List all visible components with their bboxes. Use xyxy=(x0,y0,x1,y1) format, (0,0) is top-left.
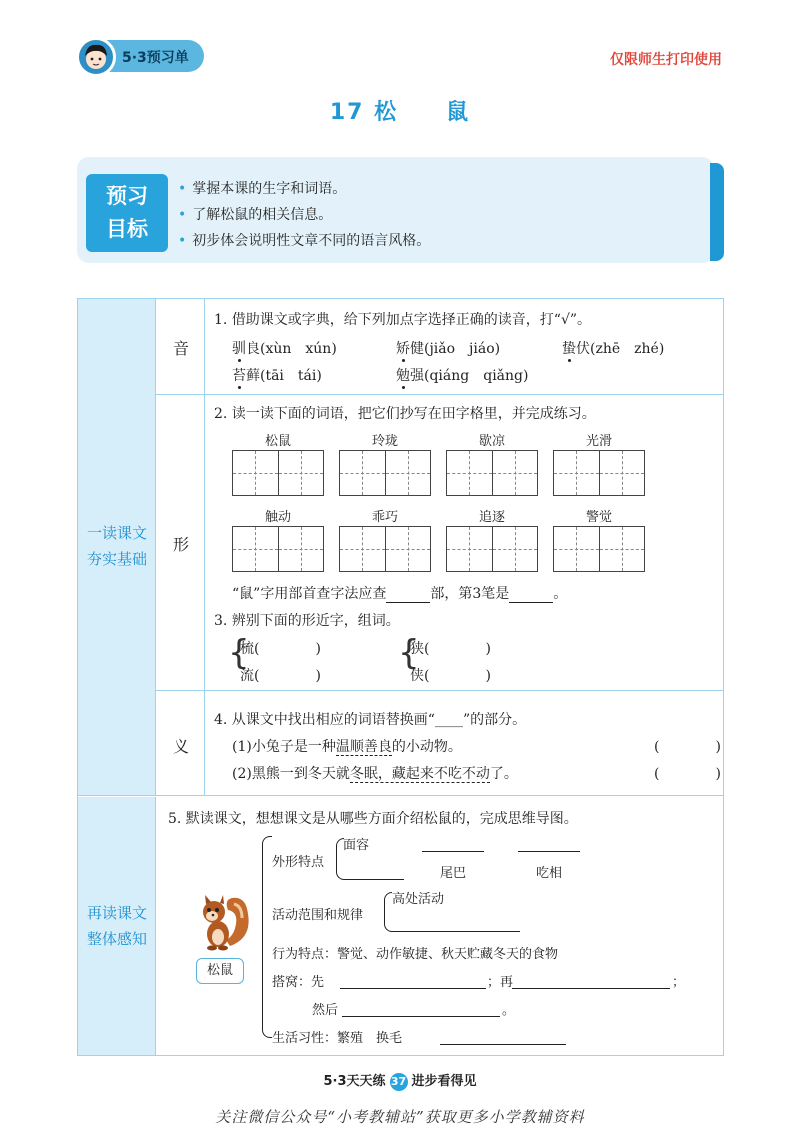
mindmap-node: ； xyxy=(672,975,686,990)
divider xyxy=(77,795,724,796)
tianzi-grid[interactable] xyxy=(232,450,324,496)
tianzi-grid[interactable] xyxy=(553,450,645,496)
answer-blank[interactable] xyxy=(509,588,553,603)
answer-line[interactable] xyxy=(518,851,580,852)
mindmap-node: 。 xyxy=(502,1003,516,1018)
page-title: 17 松 鼠 xyxy=(329,100,471,125)
brace: { xyxy=(228,633,250,673)
question-3: 3. 辨别下面的形近字，组词。 xyxy=(214,613,400,629)
center-node-label: 松鼠 xyxy=(196,958,244,984)
answer-line[interactable] xyxy=(392,931,520,932)
question-5: 5. 默读课文，想想课文是从哪些方面介绍松鼠的，完成思维导图。 xyxy=(168,811,578,827)
answer-line[interactable] xyxy=(340,988,486,989)
shape-label: 形 xyxy=(172,535,189,554)
page-footer: 5·3天天练 37 进步看得见 xyxy=(323,1074,477,1089)
similar-char: 狭( ) xyxy=(410,641,491,657)
mindmap-node: 行为特点：警觉、动作敏捷、秋天贮藏冬天的食物 xyxy=(272,947,559,962)
tianzi-grid[interactable] xyxy=(339,526,431,572)
goals-panel-edge xyxy=(710,163,724,261)
meaning-label: 义 xyxy=(172,737,189,756)
question-4: 4. 从课文中找出相应的词语替换画“____”的部分。 xyxy=(214,712,527,728)
meaning-item: (1)小兔子是一种温顺善良的小动物。 xyxy=(232,739,462,755)
pinyin-item: 蛰伏(zhē zhé) xyxy=(562,341,665,357)
sound-label: 音 xyxy=(172,339,189,358)
goal-item: • 初步体会说明性文章不同的语言风格。 xyxy=(178,233,431,249)
question-2: 2. 读一读下面的词语，把它们抄写在田字格里，并完成练习。 xyxy=(214,406,596,422)
grid-word: 玲珑 xyxy=(371,434,398,449)
tianzi-grid[interactable] xyxy=(553,526,645,572)
mindmap-node: 生活习性：繁殖 换毛 xyxy=(272,1031,403,1046)
pinyin-item: 驯良(xùn xún) xyxy=(232,341,337,357)
mindmap-node: ；再 xyxy=(487,975,514,990)
brace: { xyxy=(398,633,420,673)
divider xyxy=(156,394,724,395)
answer-line[interactable] xyxy=(512,988,670,989)
goal-item: • 了解松鼠的相关信息。 xyxy=(178,207,333,223)
pinyin-item: 勉强(qiáng qiǎng) xyxy=(396,368,529,384)
answer-parens[interactable]: ( ) xyxy=(654,739,721,755)
answer-line[interactable] xyxy=(342,1016,500,1017)
question-1: 1. 借助课文或字典，给下列加点字选择正确的读音，打“√”。 xyxy=(214,312,592,328)
answer-line[interactable] xyxy=(344,879,404,880)
grid-word: 乖巧 xyxy=(371,510,398,525)
goals-badge xyxy=(86,174,168,252)
answer-line[interactable] xyxy=(440,1044,566,1045)
pinyin-item: 矫健(jiǎo jiáo) xyxy=(396,341,501,357)
tianzi-grid[interactable] xyxy=(232,526,324,572)
answer-parens[interactable]: ( ) xyxy=(654,766,721,782)
meaning-item: (2)黑熊一到冬天就冬眠，藏起来不吃不动了。 xyxy=(232,766,518,782)
mindmap-node: 活动范围和规律 xyxy=(272,908,364,923)
section2-label: 再读课文 整体感知 xyxy=(86,904,147,948)
answer-blank[interactable] xyxy=(386,588,430,603)
pinyin-item: 苔藓(tāi tái) xyxy=(232,368,322,384)
goals-badge-line1: 预习 xyxy=(106,184,148,208)
grid-word: 触动 xyxy=(264,510,291,525)
mindmap-sub-bracket xyxy=(384,892,392,932)
tianzi-grid[interactable] xyxy=(446,526,538,572)
mindmap-leaf: 面容 xyxy=(343,838,370,853)
similar-char: 梳( ) xyxy=(240,641,321,657)
tianzi-grid[interactable] xyxy=(339,450,431,496)
mascot-icon xyxy=(76,37,116,77)
grid-word: 警觉 xyxy=(585,510,612,525)
similar-char: 流( ) xyxy=(240,668,321,684)
mindmap-node: 外形特点 xyxy=(272,855,325,870)
similar-char: 侠( ) xyxy=(410,668,491,684)
mindmap-leaf: 吃相 xyxy=(536,866,563,881)
grid-word: 松鼠 xyxy=(264,434,291,449)
mindmap-leaf: 高处活动 xyxy=(392,892,445,907)
grid-word: 追逐 xyxy=(478,510,505,525)
print-note: 仅限师生打印使用 xyxy=(610,52,722,68)
page-number: 37 xyxy=(390,1073,408,1091)
mindmap-node: 然后 xyxy=(312,1003,339,1018)
squirrel-illustration xyxy=(190,890,254,958)
mindmap-main-bracket xyxy=(262,836,272,1038)
goals-list xyxy=(178,176,430,254)
divider xyxy=(156,690,724,691)
grid-word: 光滑 xyxy=(585,434,612,449)
tianzi-grid[interactable] xyxy=(446,450,538,496)
radical-question: “鼠”字用部首查字法应查 部，第3笔是 。 xyxy=(232,586,568,602)
mindmap-leaf: 尾巴 xyxy=(440,866,467,881)
answer-line[interactable] xyxy=(422,851,484,852)
goal-item: • 掌握本课的生字和词语。 xyxy=(178,181,347,197)
section1-label: 一读课文 夯实基础 xyxy=(86,524,147,568)
series-label: 5·3预习单 xyxy=(122,50,189,66)
mindmap-node: 搭窝：先 xyxy=(272,975,325,990)
goals-badge-line2: 目标 xyxy=(106,217,148,241)
bottom-note: 关注微信公众号“小考教辅站”获取更多小学教辅资料 xyxy=(215,1108,585,1126)
grid-word: 歇凉 xyxy=(478,434,505,449)
